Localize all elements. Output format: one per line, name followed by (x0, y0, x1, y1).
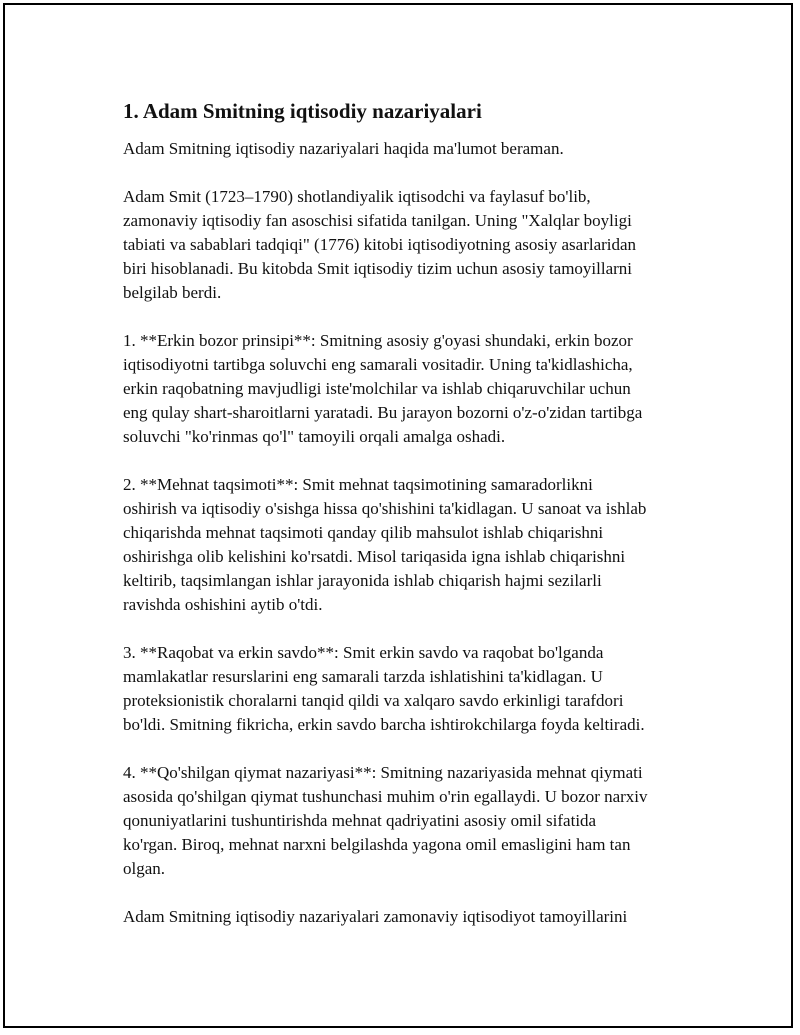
conclusion-paragraph: Adam Smitning iqtisodiy nazariyalari zamonaviy iqtisodiyot tamoyillarini (123, 907, 628, 926)
competition-trade-paragraph: 3. **Raqobat va erkin savdo**: Smit erkin savdo va raqobat bo'lganda mamlakatlar resurslarini eng samarali tarzda ishlatishini ta'kidlagan. U proteksionistik choralarni tanqid qildi va xalqaro savdo erkinligi tarafdori bo'ldi. Smitning fikricha, erkin savdo barcha ishtirokchilarga foyda keltiradi. (123, 643, 645, 734)
page-frame (3, 3, 793, 1028)
value-theory-paragraph: 4. **Qo'shilgan qiymat nazariyasi**: Smitning nazariyasida mehnat qiymati asosida qo'shilgan qiymat tushunchasi muhim o'rin egallaydi. U bozor narxiv qonuniyatlarini tushuntirishda mehnat qadriyatini asosiy omil sifatida ko'rgan. Biroq, mehnat narxni belgilashda yagona omil emasligini ham tan olgan. (123, 763, 648, 878)
intro-paragraph: Adam Smitning iqtisodiy nazariyalari haqida ma'lumot beraman. (123, 139, 564, 158)
background-paragraph: Adam Smit (1723–1790) shotlandiyalik iqtisodchi va faylasuf bo'lib, zamonaviy iqtisodiy fan asoschisi sifatida tanilgan. Uning "Xalqlar boyligi tabiati va sabablari tadqiqi" (1776) kitobi iqtisodiyotning asosiy asarlaridan biri hisoblanadi. Bu kitobda Smit iqtisodiy tizim uchun asosiy tamoyillarni belgilab berdi. (123, 187, 637, 302)
document-body (123, 97, 698, 953)
free-market-paragraph: 1. **Erkin bozor prinsipi**: Smitning asosiy g'oyasi shundaki, erkin bozor iqtisodiyotni tartibga soluvchi eng samarali vositadir. Uning ta'kidlashicha, erkin raqobatning mavjudligi iste'molchilar va ishlab chiqaruvchilar uchun eng qulay shart-sharoitlarni yaratadi. Bu jarayon bozorni o'z-o'zidan tartibga soluvchi "ko'rinmas qo'l" tamoyili orqali amalga oshadi. (123, 331, 643, 446)
division-of-labor-paragraph: 2. **Mehnat taqsimoti**: Smit mehnat taqsimotining samaradorlikni oshirish va iqtisodiy o'sishga hissa qo'shishini ta'kidlagan. U sanoat va ishlab chiqarishda mehnat taqsimoti qanday qilib mahsulot ishlab chiqarishni oshirishga olib kelishini ko'rsatdi. Misol tariqasida igna ishlab chiqarishni keltirib, taqsimlangan ishlar jarayonida ishlab chiqarish hajmi sezilarli ravishda oshishini aytib o'tdi. (123, 475, 647, 614)
document-title: 1. Adam Smitning iqtisodiy nazariyalari (123, 99, 482, 123)
